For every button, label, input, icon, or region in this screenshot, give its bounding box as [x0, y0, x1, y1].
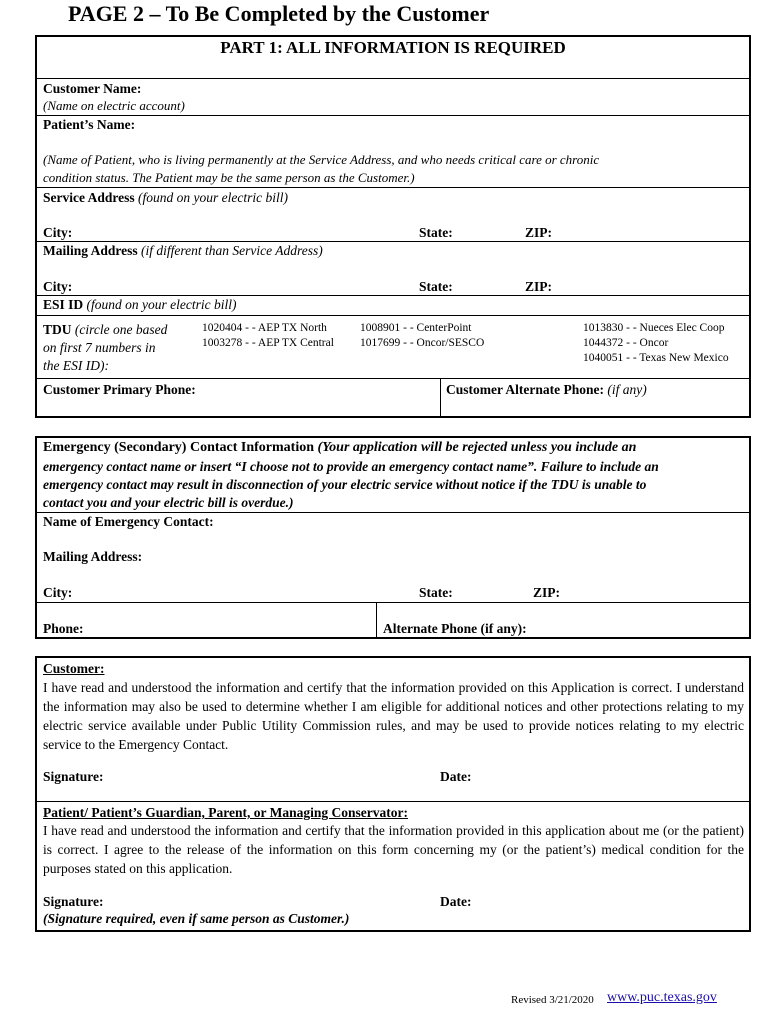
customer-date-label: Date: [440, 769, 472, 784]
customer-name-note: (Name on electric account) [43, 98, 185, 113]
emergency-name-label: Name of Emergency Contact: [43, 514, 214, 529]
tdu-label-text: TDU [43, 322, 72, 337]
service-address-label [43, 190, 288, 206]
service-city-label: City: [43, 225, 73, 240]
tdu-option[interactable]: 1040051 - - Texas New Mexico [583, 352, 729, 364]
patient-date-label: Date: [440, 894, 472, 909]
mailing-zip-label: ZIP: [525, 279, 552, 294]
patient-name-note-2: condition status. The Patient may be the same person as the Customer.) [43, 170, 415, 185]
emergency-zip-label: ZIP: [533, 585, 560, 600]
customer-signature-label: Signature: [43, 769, 104, 784]
tdu-note-3: the ESI ID): [43, 358, 109, 373]
emergency-city-label: City: [43, 585, 73, 600]
mailing-state-label: State: [419, 279, 453, 294]
customer-primary-phone-label: Customer Primary Phone: [43, 382, 196, 397]
customer-alt-phone-note: (if any) [607, 382, 647, 397]
patient-signature-note: (Signature required, even if same person as Customer.) [43, 911, 350, 926]
tdu-option[interactable]: 1013830 - - Nueces Elec Coop [583, 322, 725, 334]
mailing-address-note: (if different than Service Address) [141, 243, 323, 258]
esi-id-label [43, 297, 237, 313]
emergency-phone-label: Phone: [43, 621, 84, 636]
customer-alt-phone-label [446, 382, 647, 398]
tdu-option[interactable]: 1020404 - - AEP TX North [202, 322, 327, 334]
patient-signature-label: Signature: [43, 894, 104, 909]
customer-cert-text: I have read and understood the information and certify that the information provided on this Application is correct. I understand the information may also be used to determine whether I am eligible for additional notices and other protections relating to my electric service available under Public Utility Commission rules, and may be used to provide notices relating to my electric service to the Emergency Contact. [43, 680, 744, 752]
customer-cert-heading: Customer: [43, 661, 105, 676]
patient-cert-text: I have read and understood the information and certify that the information provided in this application about me (or the patient) is correct. I agree to the release of the information on this form concerning my (or the patient’s) medical condition for the purposes stated on this application. [43, 823, 744, 876]
page-title: PAGE 2 – To Be Completed by the Customer [68, 1, 490, 26]
emergency-note-1: (Your application will be rejected unless you include an [317, 440, 637, 455]
emergency-header-text: Emergency (Secondary) Contact Information [43, 440, 315, 455]
emergency-alt-phone-label: Alternate Phone (if any): [383, 621, 527, 636]
service-address-label-text: Service Address [43, 190, 135, 205]
emergency-state-label: State: [419, 585, 453, 600]
tdu-option[interactable]: 1003278 - - AEP TX Central [202, 337, 334, 349]
tdu-note-1: (circle one based [74, 322, 168, 337]
patient-cert-heading: Patient/ Patient’s Guardian, Parent, or Managing Conservator: [43, 805, 408, 820]
tdu-option[interactable]: 1017699 - - Oncor/SESCO [360, 337, 485, 349]
service-state-label: State: [419, 225, 453, 240]
esi-id-note: (found on your electric bill) [86, 297, 237, 312]
tdu-option[interactable]: 1044372 - - Oncor [583, 337, 669, 349]
part1-header: PART 1: ALL INFORMATION IS REQUIRED [220, 38, 566, 57]
patient-name-label: Patient’s Name: [43, 117, 136, 132]
mailing-address-label [43, 243, 323, 259]
emergency-note-2: emergency contact name or insert “I choose not to provide an emergency contact name”. Failure to include an [43, 459, 659, 474]
esi-id-label-text: ESI ID [43, 297, 84, 312]
mailing-address-label-text: Mailing Address [43, 243, 138, 258]
customer-alt-phone-label-text: Customer Alternate Phone: [446, 382, 604, 397]
service-zip-label: ZIP: [525, 225, 552, 240]
service-address-note: (found on your electric bill) [138, 190, 288, 205]
emergency-note-3: emergency contact may result in disconnection of your electric service without notice if the TDU is unable to [43, 477, 647, 492]
mailing-city-label: City: [43, 279, 73, 294]
patient-name-note-1: (Name of Patient, who is living permanently at the Service Address, and who needs critical care or chronic [43, 152, 600, 167]
tdu-label [43, 322, 167, 338]
tdu-option[interactable]: 1008901 - - CenterPoint [360, 322, 472, 334]
emergency-mailing-label: Mailing Address: [43, 549, 143, 564]
tdu-note-2: on first 7 numbers in [43, 340, 156, 355]
emergency-note-4: contact you and your electric bill is overdue.) [43, 495, 294, 510]
revised-date: Revised 3/21/2020 [511, 994, 594, 1006]
emergency-header [43, 440, 636, 456]
puc-website-link[interactable]: www.puc.texas.gov [607, 990, 717, 1005]
customer-name-label: Customer Name: [43, 81, 142, 96]
